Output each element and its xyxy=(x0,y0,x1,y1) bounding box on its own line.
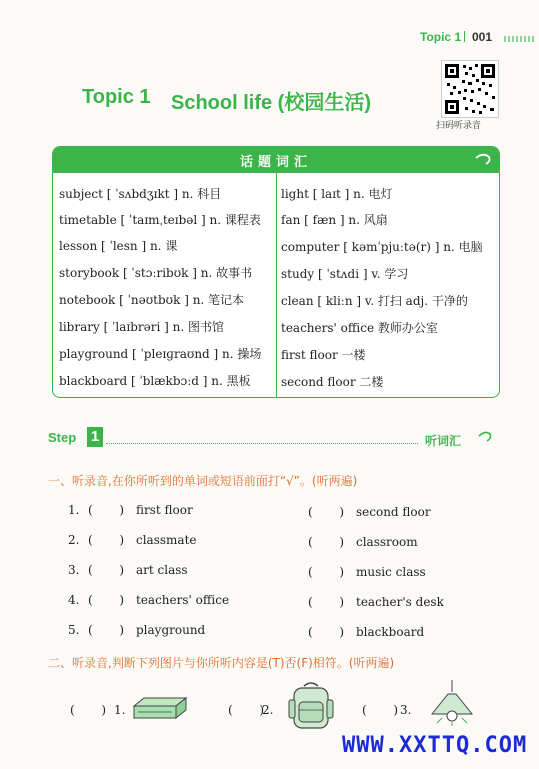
option-left: first floor xyxy=(136,503,193,517)
header-decoration xyxy=(504,36,534,42)
pencil-box-icon xyxy=(130,692,190,724)
vocab-item: second floor 二楼 xyxy=(281,375,384,389)
page-title-topic: Topic 1 xyxy=(82,86,151,108)
option-right: music class xyxy=(356,565,426,579)
answer-blank[interactable]: ( ) xyxy=(362,703,399,717)
header-separator xyxy=(464,31,465,42)
vocab-item: blackboard [ ˈblækbɔːd ] n. 黑板 xyxy=(59,374,251,388)
backpack-icon xyxy=(286,680,336,732)
vocab-item: notebook [ ˈnəʊtbʊk ] n. 笔记本 xyxy=(59,293,245,307)
vocab-item: study [ ˈstʌdi ] v. 学习 xyxy=(281,267,409,281)
answer-blank[interactable]: ( ) xyxy=(308,505,345,519)
vocab-item: teachers' office 教师办公室 xyxy=(281,321,438,335)
option-left: art class xyxy=(136,563,188,577)
question-number: 3. xyxy=(68,563,80,577)
answer-blank[interactable]: ( ) xyxy=(88,623,125,637)
vocab-item: light [ laɪt ] n. 电灯 xyxy=(281,187,393,201)
watermark: WWW.XXTTQ.COM xyxy=(342,733,528,758)
answer-blank[interactable]: ( ) xyxy=(88,503,125,517)
option-left: playground xyxy=(136,623,206,637)
vocab-item: computer [ kəmˈpjuːtə(r) ] n. 电脑 xyxy=(281,240,483,254)
vocab-item: library [ ˈlaɪbrəri ] n. 图书馆 xyxy=(59,320,224,334)
question-number: 4. xyxy=(68,593,80,607)
vocabulary-box xyxy=(52,146,500,398)
option-left: classmate xyxy=(136,533,197,547)
vocab-item: subject [ ˈsʌbdʒɪkt ] n. 科目 xyxy=(59,187,222,201)
qr-caption: 扫码听录音 xyxy=(436,121,482,131)
qr-code-icon xyxy=(442,61,498,117)
vocabulary-divider xyxy=(276,173,277,397)
vocab-item: timetable [ ˈtaɪmˌteɪbəl ] n. 课程表 xyxy=(59,213,261,227)
vocab-item: playground [ ˈpleɪɡraʊnd ] n. 操场 xyxy=(59,347,262,361)
question-number: 1. xyxy=(68,503,80,517)
step-title: 听词汇 xyxy=(425,434,462,448)
header-topic: Topic 1 xyxy=(420,30,462,44)
answer-blank[interactable]: ( ) xyxy=(308,595,345,609)
vocab-item: first floor 一楼 xyxy=(281,348,366,362)
answer-blank[interactable]: ( ) xyxy=(88,563,125,577)
answer-blank[interactable]: ( ) xyxy=(308,535,345,549)
qr-code[interactable] xyxy=(441,60,499,118)
page-title: School life (校园生活) xyxy=(171,92,371,114)
question-number: 2. xyxy=(68,533,80,547)
page-number: 001 xyxy=(472,30,493,44)
option-right: blackboard xyxy=(356,625,425,639)
answer-blank[interactable]: ( ) xyxy=(70,703,107,717)
picture-number: 1. xyxy=(114,703,126,717)
section-2-title: 二、听录音,判断下列图片与你所听内容是(T)否(F)相符。(听两遍) xyxy=(48,656,395,670)
picture-number: 2. xyxy=(262,703,274,717)
picture-number: 3. xyxy=(400,703,412,717)
answer-blank[interactable]: ( ) xyxy=(228,703,265,717)
vocab-item: lesson [ ˈlesn ] n. 课 xyxy=(59,239,178,253)
option-right: classroom xyxy=(356,535,418,549)
option-left: teachers' office xyxy=(136,593,230,607)
question-number: 5. xyxy=(68,623,80,637)
answer-blank[interactable]: ( ) xyxy=(308,565,345,579)
option-right: teacher's desk xyxy=(356,595,444,609)
vocab-item: storybook [ ˈstɔːribʊk ] n. 故事书 xyxy=(59,266,253,280)
vocabulary-header: 话题词汇 xyxy=(239,155,312,170)
vocab-item: fan [ fæn ] n. 风扇 xyxy=(281,213,388,227)
section-1-title: 一、听录音,在你所听到的单词或短语前面打“√”。(听两遍) xyxy=(48,474,358,488)
answer-blank[interactable]: ( ) xyxy=(88,593,125,607)
step-number: 1 xyxy=(87,427,103,447)
swirl-icon xyxy=(473,152,493,168)
answer-blank[interactable]: ( ) xyxy=(308,625,345,639)
vocab-item: clean [ kliːn ] v. 打扫 adj. 干净的 xyxy=(281,294,468,308)
step-dotted-line xyxy=(106,443,418,444)
step-label: Step xyxy=(48,430,77,445)
swirl-icon xyxy=(477,430,493,444)
option-right: second floor xyxy=(356,505,431,519)
ceiling-lamp-icon xyxy=(424,680,480,726)
answer-blank[interactable]: ( ) xyxy=(88,533,125,547)
